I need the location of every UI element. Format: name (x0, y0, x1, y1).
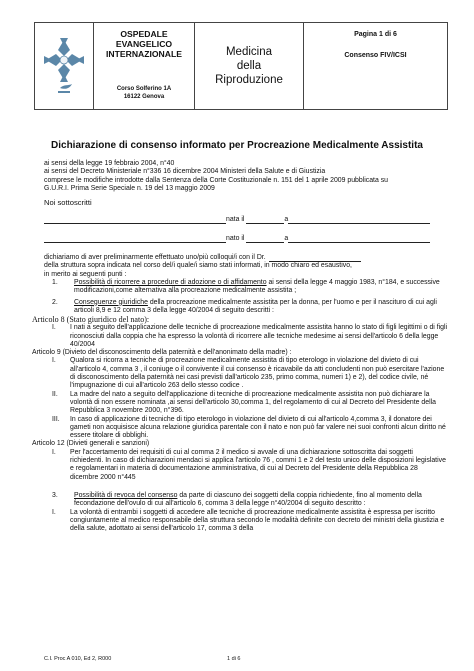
point-heading: Conseguenze giuridiche (74, 298, 148, 306)
intro-line: comprese le modifiche introdotte dalla Sentenza della Corte Costituzionale n. 151 del 1 aprile 2009 pubblicata su (44, 176, 388, 184)
item-text: In caso di applicazione di tecniche di tipo eterologo in violazione del divieto di cui all'articolo 4,comma 3, il donatore dei gameti non acquisisce alcuna relazione giuridica parentale con il nato e non può far valere nei suoi confronti alcun diritto né essere titolare di obblighi. (70, 415, 446, 440)
logo-cell (35, 23, 94, 109)
roman-numeral: I. (52, 357, 56, 365)
roman-numeral: I. (52, 324, 56, 332)
doctor-name-field[interactable] (269, 253, 361, 262)
intro-line: ai sensi della legge 19 febbraio 2004, n°40 (44, 160, 175, 167)
article-9-item (44, 391, 448, 416)
point-number: 2. (52, 298, 58, 306)
item-text: La madre del nato a seguito dell'applicazione di tecniche di procreazione medicalmente assistita non può dichiarare la volontà di non essere nominata ,ai sensi dell'articolo 30,comma 1, del regolamento di cui al Decreto del Presidente della Repubblica 3 novembre 2000, n°396. (70, 390, 436, 415)
hospital-address (94, 85, 194, 101)
birthplace-field-1[interactable] (288, 215, 430, 224)
hospital-line: INTERNAZIONALE (106, 49, 182, 59)
item-text: La volontà di entrambi i soggetti di accedere alle tecniche di procreazione medicalmente assistita è espressa per iscritto congiuntamente al medico responsabile della struttura secondo le modalità definite con decreto dei ministri della giustizia e della salute, adottato ai sensi dell'articolo 17, comma 3 della (70, 508, 445, 533)
point-1 (44, 279, 448, 296)
article-9-item (44, 416, 448, 441)
a-label: a (284, 216, 289, 224)
article-9-heading: Articolo 9 (Divieto del disconoscimento della paternità e dell'anonimato della madre) : (32, 349, 292, 357)
birthplace-field-2[interactable] (288, 234, 430, 243)
dept-line: della (236, 60, 262, 72)
consent-label: Consenso FIV/ICSI (344, 52, 407, 59)
nato-label: nato il (226, 235, 245, 243)
roman-numeral: I. (52, 448, 56, 456)
article-8-item (44, 324, 448, 349)
roman-numeral: III. (52, 415, 60, 423)
point-3 (44, 492, 448, 509)
document-body (32, 160, 448, 533)
point-3-item (44, 509, 448, 534)
signer-row-2 (44, 232, 448, 243)
dichiar-line: dichiariamo di aver preliminarmente effettuato uno/più colloqui/i con il Dr. (44, 254, 266, 262)
point-heading: Possibilità di revoca del consenso (74, 491, 178, 499)
birthdate-field-2[interactable] (246, 234, 284, 243)
dept-line: Riproduzione (215, 74, 283, 86)
footer-page-number: 1 di 6 (227, 656, 241, 662)
article-12-item (44, 449, 448, 482)
article-9-item (44, 357, 448, 390)
point-text: ai sensi della legge 4 maggio 1983, n°184, e successive modificazioni,come alternativa alla procreazione medicalmente assistita ; (74, 279, 440, 295)
dept-line: Medicina (225, 46, 272, 58)
intro-line: G.U.R.I. Prima Serie Speciale n. 19 del 13 maggio 2009 (44, 184, 215, 192)
roman-numeral: I. (52, 508, 56, 516)
document-title: Dichiarazione di consenso informato per Procreazione Medicalmente Assistita (51, 140, 423, 151)
signer-row-1 (44, 213, 448, 224)
article-8-heading: Articolo 8 (Stato giuridico del nato): (32, 315, 150, 325)
birthdate-field-1[interactable] (246, 215, 284, 224)
item-text: Qualora si ricorra a tecniche di procreazione medicalmente assistita di tipo eterologo in violazione del divieto di cui all'articolo 4, comma 3 , il coniuge o il convivente il cui consenso è ricavabile da atti concludenti non può esercitare l'azione di disconoscimento della paternità nei casi previsti dall'articolo 235, primo comma, numeri 1) e 2), del codice civile, né l'impugnazione di cui all'articolo 263 dello stesso codice . (70, 357, 445, 390)
dichiar-line: della struttura sopra indicata nel corso del/i quale/i siamo stati informati, in modo chiaro ed esaustivo, (44, 262, 352, 270)
intro-block (44, 160, 448, 193)
name-field-2[interactable] (44, 234, 226, 243)
point-2 (44, 299, 448, 316)
hospital-name (94, 29, 194, 59)
point-number: 3. (52, 491, 58, 499)
dichiar-line: in merito ai seguenti punti : (44, 270, 127, 278)
name-field-1[interactable] (44, 215, 226, 224)
hospital-cell (94, 23, 195, 109)
article-12-heading: Articolo 12 (Divieti generali e sanzioni) (32, 440, 150, 448)
page-info-cell (304, 23, 447, 109)
point-heading: Possibilità di ricorrere a procedure di adozione o di affidamento (74, 279, 267, 287)
point-text: della procreazione medicalmente assistita per la donna, per l'uomo e per il nascituro di cui agli articoli 8,9 e 12 comma 3 della legge 40/2004 di seguito descritti : (74, 298, 437, 314)
point-text: da parte di ciascuno dei soggetti della coppia richiedente, fino al momento della fecondazione dell'ovulo di cui all'articolo 6, comma 3 della legge n°40/2004 di seguito descritto : (74, 491, 422, 508)
address-line: 16122 Genova (123, 94, 165, 100)
department-name (215, 45, 283, 87)
hospital-line: OSPEDALE (120, 29, 168, 39)
nata-label: nata il (226, 216, 245, 224)
hospital-line: EVANGELICO (115, 39, 173, 49)
address-line: Corso Solferino 1A (116, 86, 172, 92)
roman-numeral: II. (52, 390, 58, 398)
noi-sottoscritti: Noi sottoscritti (44, 198, 92, 208)
maltese-cross-dove-icon (42, 36, 86, 96)
item-text: I nati a seguito dell'applicazione delle tecniche di procreazione medicalmente assistita hanno lo stato di figli legittimi o di figli riconosciuti dalla coppia che ha espresso la volontà di ricorrere alle tecniche medesime ai sensi dell'articolo 6 della legge 40/2004 (70, 324, 448, 348)
item-text: Per l'accertamento dei requisiti di cui al comma 2 il medico si avvale di una dichiarazione sottoscritta dai soggetti richiedenti. In caso di dichiarazioni mendaci si applica l'articolo 76 , commi 1 e 2 del testo unico delle disposizioni legislative e regolamentari in materia di documentazione amministrativa, di cui al Decreto del Presidente della Repubblica 28 dicembre 2000 n°445 (70, 448, 446, 481)
footer-doc-code: C.I. Proc A 010, Ed 2, R000 (44, 656, 112, 662)
header-table (34, 22, 448, 110)
page-label: Pagina 1 di 6 (354, 31, 397, 38)
a-label: a (284, 235, 289, 243)
intro-line: ai sensi del Decreto Ministeriale n°336 16 dicembre 2004 Ministeri della Salute e di Giustizia (44, 168, 326, 176)
point-number: 1. (52, 279, 58, 287)
dichiarazione-block (44, 253, 448, 279)
department-cell (195, 23, 304, 109)
